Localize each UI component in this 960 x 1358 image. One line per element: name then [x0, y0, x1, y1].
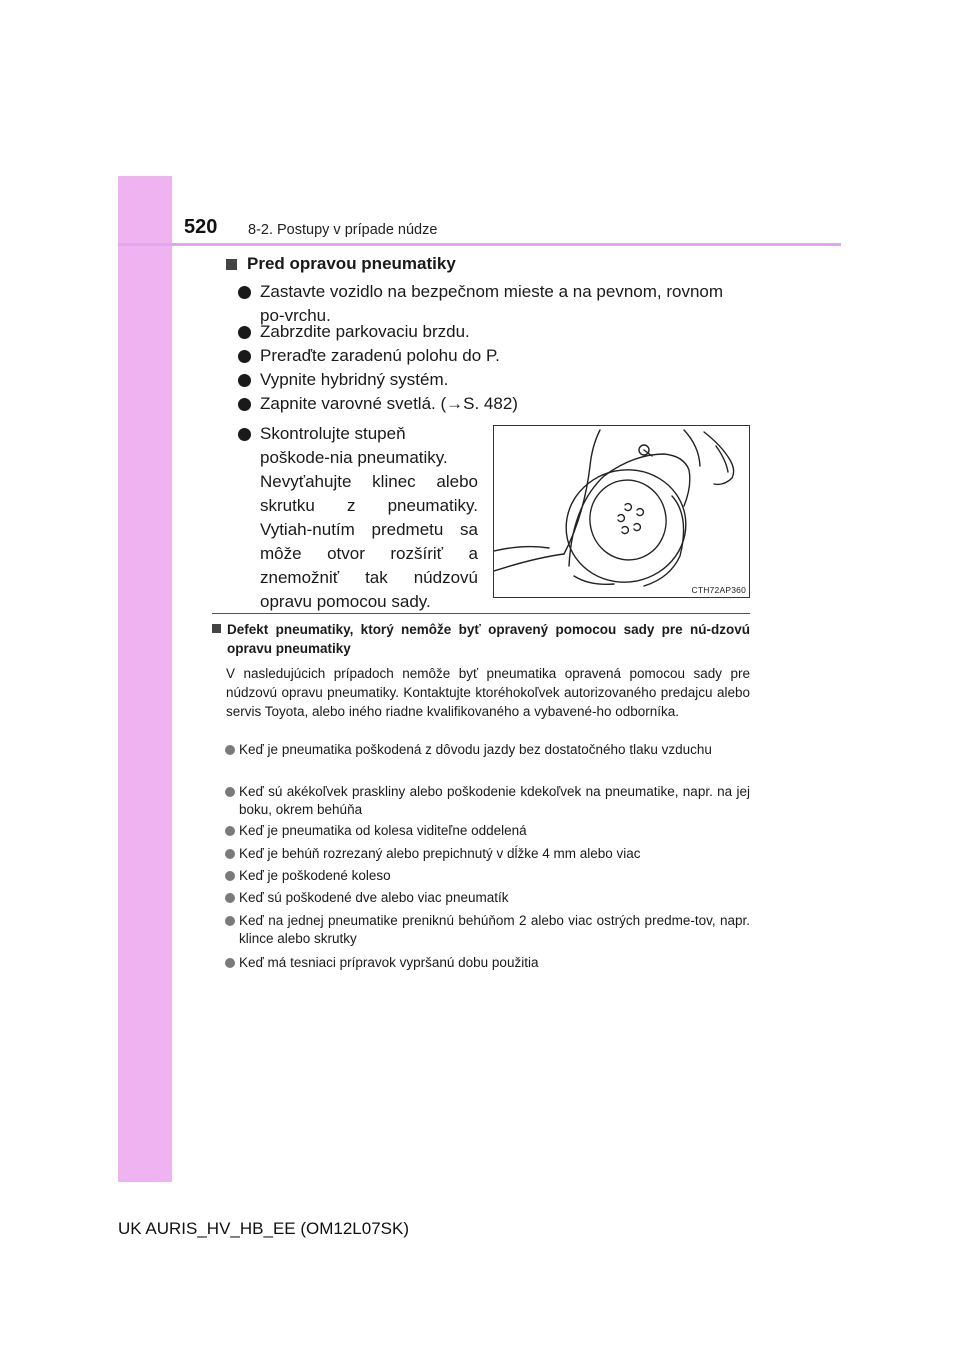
unrepairable-heading-text: Defekt pneumatiky, ktorý nemôže byť opravený pomocou sady pre nú-dzovú opravu pneumatiky — [227, 622, 750, 656]
unrepairable-item-text: Keď na jednej pneumatike preniknú behúňom 2 alebo viac ostrých predme-tov, napr. klince alebo skrutky — [239, 913, 750, 946]
square-bullet-icon — [212, 624, 221, 633]
unrepairable-item — [225, 845, 750, 863]
header-rule — [118, 243, 841, 246]
before-repair-item — [238, 368, 750, 392]
bullet-icon — [225, 916, 235, 926]
before-repair-heading-text: Pred opravou pneumatiky — [247, 254, 456, 273]
tire-in-wheel-well-icon — [494, 426, 749, 597]
section-divider — [212, 613, 750, 614]
bullet-icon — [238, 398, 251, 411]
unrepairable-item — [225, 954, 750, 972]
bullet-icon — [225, 871, 235, 881]
unrepairable-item-text: Keď sú akékoľvek praskliny alebo poškodenie kdekoľvek na pneumatike, napr. na jej boku, okrem behúňa — [239, 784, 750, 817]
model-code-footer: UK AURIS_HV_HB_EE (OM12L07SK) — [118, 1219, 410, 1238]
unrepairable-item — [225, 741, 750, 759]
unrepairable-item-text: Keď je behúň rozrezaný alebo prepichnutý v dĺžke 4 mm alebo viac — [239, 846, 641, 861]
before-repair-item-text: Zabrzdite parkovaciu brzdu. — [260, 322, 470, 341]
unrepairable-item — [225, 912, 750, 948]
before-repair-item-text: Zapnite varovné svetlá. (→S. 482) — [260, 394, 518, 413]
before-repair-item-text: Zastavte vozidlo na bezpečnom mieste a na pevnom, rovnom po-vrchu. — [260, 282, 724, 325]
before-repair-item-text: Preraďte zaradenú polohu do P. — [260, 346, 500, 365]
before-repair-heading — [226, 254, 456, 274]
unrepairable-item-text: Keď sú poškodené dve alebo viac pneumatík — [239, 890, 509, 905]
bullet-icon — [238, 326, 251, 339]
unrepairable-intro: V nasledujúcich prípadoch nemôže byť pneumatika opravená pomocou sady pre núdzovú opravu pneumatiky. Kontaktujte ktoréhokoľvek autorizovaného predajcu alebo servis Toyota, alebo iného riadne kvalifikovaného a vybavené-ho odborníka. — [226, 666, 750, 719]
square-bullet-icon — [226, 259, 237, 270]
unrepairable-item-text: Keď je poškodené koleso — [239, 868, 391, 883]
bullet-icon — [238, 374, 251, 387]
bullet-icon — [238, 286, 251, 299]
unrepairable-item-text: Keď je pneumatika od kolesa viditeľne oddelená — [239, 823, 527, 838]
tip-paragraph: Nevyťahujte klinec alebo skrutku z pneumatiky. Vytiah-nutím predmetu sa môže otvor rozšíriť a znemožniť tak núdzovú opravu pomocou sady. — [260, 472, 478, 611]
bullet-icon — [225, 826, 235, 836]
unrepairable-item — [225, 783, 750, 819]
unrepairable-item — [225, 867, 750, 885]
bullet-icon — [225, 745, 235, 755]
unrepairable-item-text: Keď je pneumatika poškodená z dôvodu jazdy bez dostatočného tlaku vzduchu — [239, 742, 712, 757]
bullet-icon — [238, 350, 251, 363]
bullet-icon — [225, 893, 235, 903]
section-title: 8-2. Postupy v prípade núdze — [248, 222, 438, 238]
chapter-side-tab — [118, 176, 172, 1182]
before-repair-item — [238, 422, 478, 470]
before-repair-item — [238, 344, 750, 368]
before-repair-item — [238, 320, 750, 344]
spare-tire-illustration — [493, 425, 750, 598]
bullet-icon — [238, 428, 251, 441]
figure-code: CTH72AP360 — [691, 585, 746, 595]
unrepairable-item — [225, 822, 750, 840]
bullet-icon — [225, 958, 235, 968]
before-repair-item-text: Skontrolujte stupeň poškode-nia pneumatiky. — [260, 424, 448, 467]
page-number: 520 — [184, 216, 218, 238]
before-repair-item-text: Vypnite hybridný systém. — [260, 370, 449, 389]
bullet-icon — [225, 787, 235, 797]
unrepairable-heading — [212, 620, 750, 658]
bullet-icon — [225, 849, 235, 859]
unrepairable-item — [225, 889, 750, 907]
unrepairable-item-text: Keď má tesniaci prípravok vypršanú dobu použitia — [239, 955, 539, 970]
before-repair-item — [238, 392, 750, 416]
